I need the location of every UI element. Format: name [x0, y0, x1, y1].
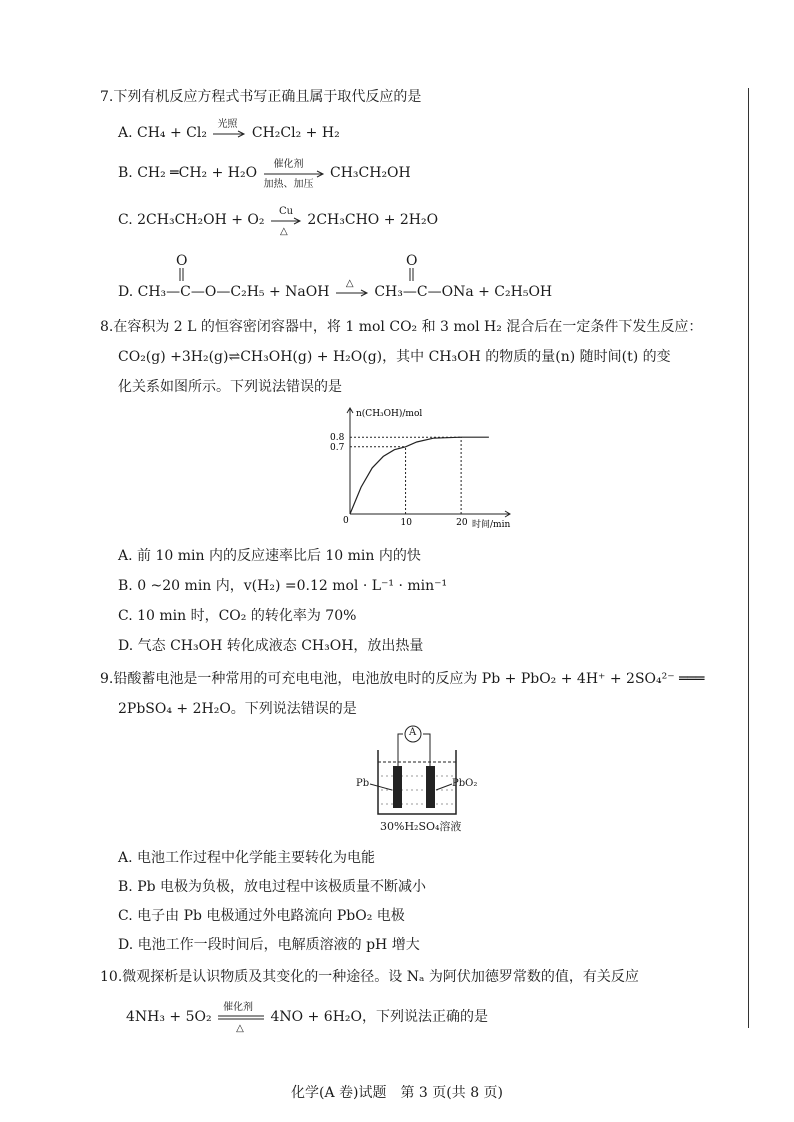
q9-option-b: B. Pb 电极为负极，放电过程中该极质量不断减小 [118, 879, 427, 895]
label-pbo2: PbO₂ [452, 778, 478, 789]
y-axis-label: n(CH₃OH)/mol [356, 409, 423, 419]
reaction-arrow: △ [334, 283, 370, 301]
lead-acid-battery-figure [348, 724, 488, 836]
label-pb: Pb [356, 778, 370, 789]
y-tick-label: 0.7 [330, 442, 345, 453]
q7-option-a: A. CH₄ + Cl₂ 光照 CH₂Cl₂ + H₂ [118, 119, 340, 141]
margin-rule [748, 88, 749, 1028]
q8-option-a: A. 前 10 min 内的反应速率比后 10 min 内的快 [118, 548, 421, 564]
reaction-equals-arrow: 催化剂 △ [223, 1002, 254, 1034]
q9-stem-line1: 9.铅酸蓄电池是一种常用的可充电电池，电池放电时的反应为 Pb + PbO₂ + 4H⁺ + 2SO₄²⁻ ═══ [100, 671, 705, 687]
reaction-arrow: Cu △ [269, 211, 303, 229]
carbonyl-double-bond [178, 268, 186, 282]
y-tick-label: 0.8 [330, 433, 345, 444]
q9-stem-line2: 2PbSO₄ + 2H₂O。下列说法错误的是 [118, 701, 357, 717]
q8-option-d: D. 气态 CH₃OH 转化成液态 CH₃OH，放出热量 [118, 638, 424, 654]
carbonyl-o-right: O [406, 253, 418, 269]
reaction-arrow: 催化剂 加热、加压 [262, 164, 326, 182]
q7-option-c: C. 2CH₃CH₂OH + O₂ Cu △ 2CH₃CHO + 2H₂O [118, 206, 439, 237]
q10-stem-line2: 4NH₃ + 5O₂ 催化剂 △ 4NO + 6H₂O，下列说法正确的是 [126, 1002, 488, 1034]
q8-stem-line1: 8.在容积为 2 L 的恒容密闭容器中，将 1 mol CO₂ 和 3 mol H₂ 混合后在一定条件下发生反应： [100, 319, 703, 335]
carbonyl-o-left: O [176, 253, 188, 269]
series-line [350, 437, 489, 514]
x-tick-label: 10 [400, 518, 413, 528]
q8-stem-line3: 化关系如图所示。下列说法错误的是 [118, 379, 342, 395]
q8-option-b: B. 0 ~20 min 内，v(H₂) =0.12 mol · L⁻¹ · min⁻¹ [118, 578, 448, 594]
reaction-arrow: 光照 [211, 124, 247, 142]
q8-stem-line2: CO₂(g) +3H₂(g)⇌CH₃OH(g) + H₂O(g)，其中 CH₃OH 的物质的量(n) 随时间(t) 的变 [118, 349, 671, 365]
q10-stem-line1: 10.微观探析是认识物质及其变化的一种途径。设 Nₐ 为阿伏加德罗常数的值，有关反应 [100, 969, 639, 985]
origin-label: 0 [343, 516, 349, 526]
chart-n-vs-time [322, 404, 522, 536]
x-axis-label: 时间/min [472, 520, 511, 530]
q7-stem: 7.下列有机反应方程式书写正确且属于取代反应的是 [100, 89, 422, 105]
x-tick-label: 20 [456, 518, 468, 528]
exam-page: 7.下列有机反应方程式书写正确且属于取代反应的是 A. CH₄ + Cl₂ 光照 CH₂Cl₂ + H₂ B. CH₂ ═CH₂ + H₂O 催化剂 加热、加压 CH₃CH₂OH C. 2CH₃CH₂OH + O₂ Cu △ 2CH₃CHO + 2H₂O O O D. CH₃—C—O—C₂H₅ + NaOH △ CH₃—C—ONa + C₂H₅OH 8.在容积为 2 L 的恒容密闭容器中，将 1 mol CO₂ 和 3 mol H₂ 混合后在一定条件下发生反应： CO₂(g) +3H₂(g)⇌CH₃OH(g) + H₂O(g)，其中 CH₃OH 的物质的量(n) 随时间(t) 的变 化关系如图所示。下列说法错误的是 n(CH₃OH)/mol 时间/min 0 10 20 0.7 0.8 A. 前 10 min 内的反应速率比后 10 min 内的快 B. 0 ~20 min 内，v(H₂) =0.12 mol · L⁻¹ · min⁻¹ C. 10 min 时，CO₂ 的转化率为 70% D. 气态 CH₃OH 转化成液态 CH₃OH，放出热量 9.铅酸蓄电池是一种常用的可充电电池，电池放电时的反应为 Pb + PbO₂ + 4H⁺ + 2SO₄²⁻ ═══ 2PbSO₄ + 2H₂O。下列说法错误的是 A Pb PbO₂ 30%H₂SO₄溶液 A. 电池工作过程中化学能主要转化为电能 B. Pb 电极为负极，放电过程中该极质量不断减小 C. 电子由 Pb 电极通过外电路流向 PbO₂ 电极 D. 电池工作一段时间后，电解质溶液的 pH 增大 10.微观探析是认识物质及其变化的一种途径。设 Nₐ 为阿伏加德罗常数的值，有关反应 4NH₃ + 5O₂ 催化剂 △ 4NO + 6H₂O，下列说法正确的是 化学(A 卷)试题 第 3 页(共 8 页) [0, 0, 794, 1122]
label-solution: 30%H₂SO₄溶液 [380, 820, 462, 833]
q7-option-b: B. CH₂ ═CH₂ + H₂O 催化剂 加热、加压 CH₃CH₂OH [118, 159, 411, 190]
q9-option-c: C. 电子由 Pb 电极通过外电路流向 PbO₂ 电极 [118, 908, 405, 924]
page-footer: 化学(A 卷)试题 第 3 页(共 8 页) [290, 1085, 504, 1101]
q9-option-d: D. 电池工作一段时间后，电解质溶液的 pH 增大 [118, 937, 420, 953]
ammeter-icon: A [409, 727, 417, 738]
q8-option-c: C. 10 min 时，CO₂ 的转化率为 70% [118, 608, 357, 624]
carbonyl-double-bond [408, 268, 416, 282]
q9-option-a: A. 电池工作过程中化学能主要转化为电能 [118, 850, 376, 866]
